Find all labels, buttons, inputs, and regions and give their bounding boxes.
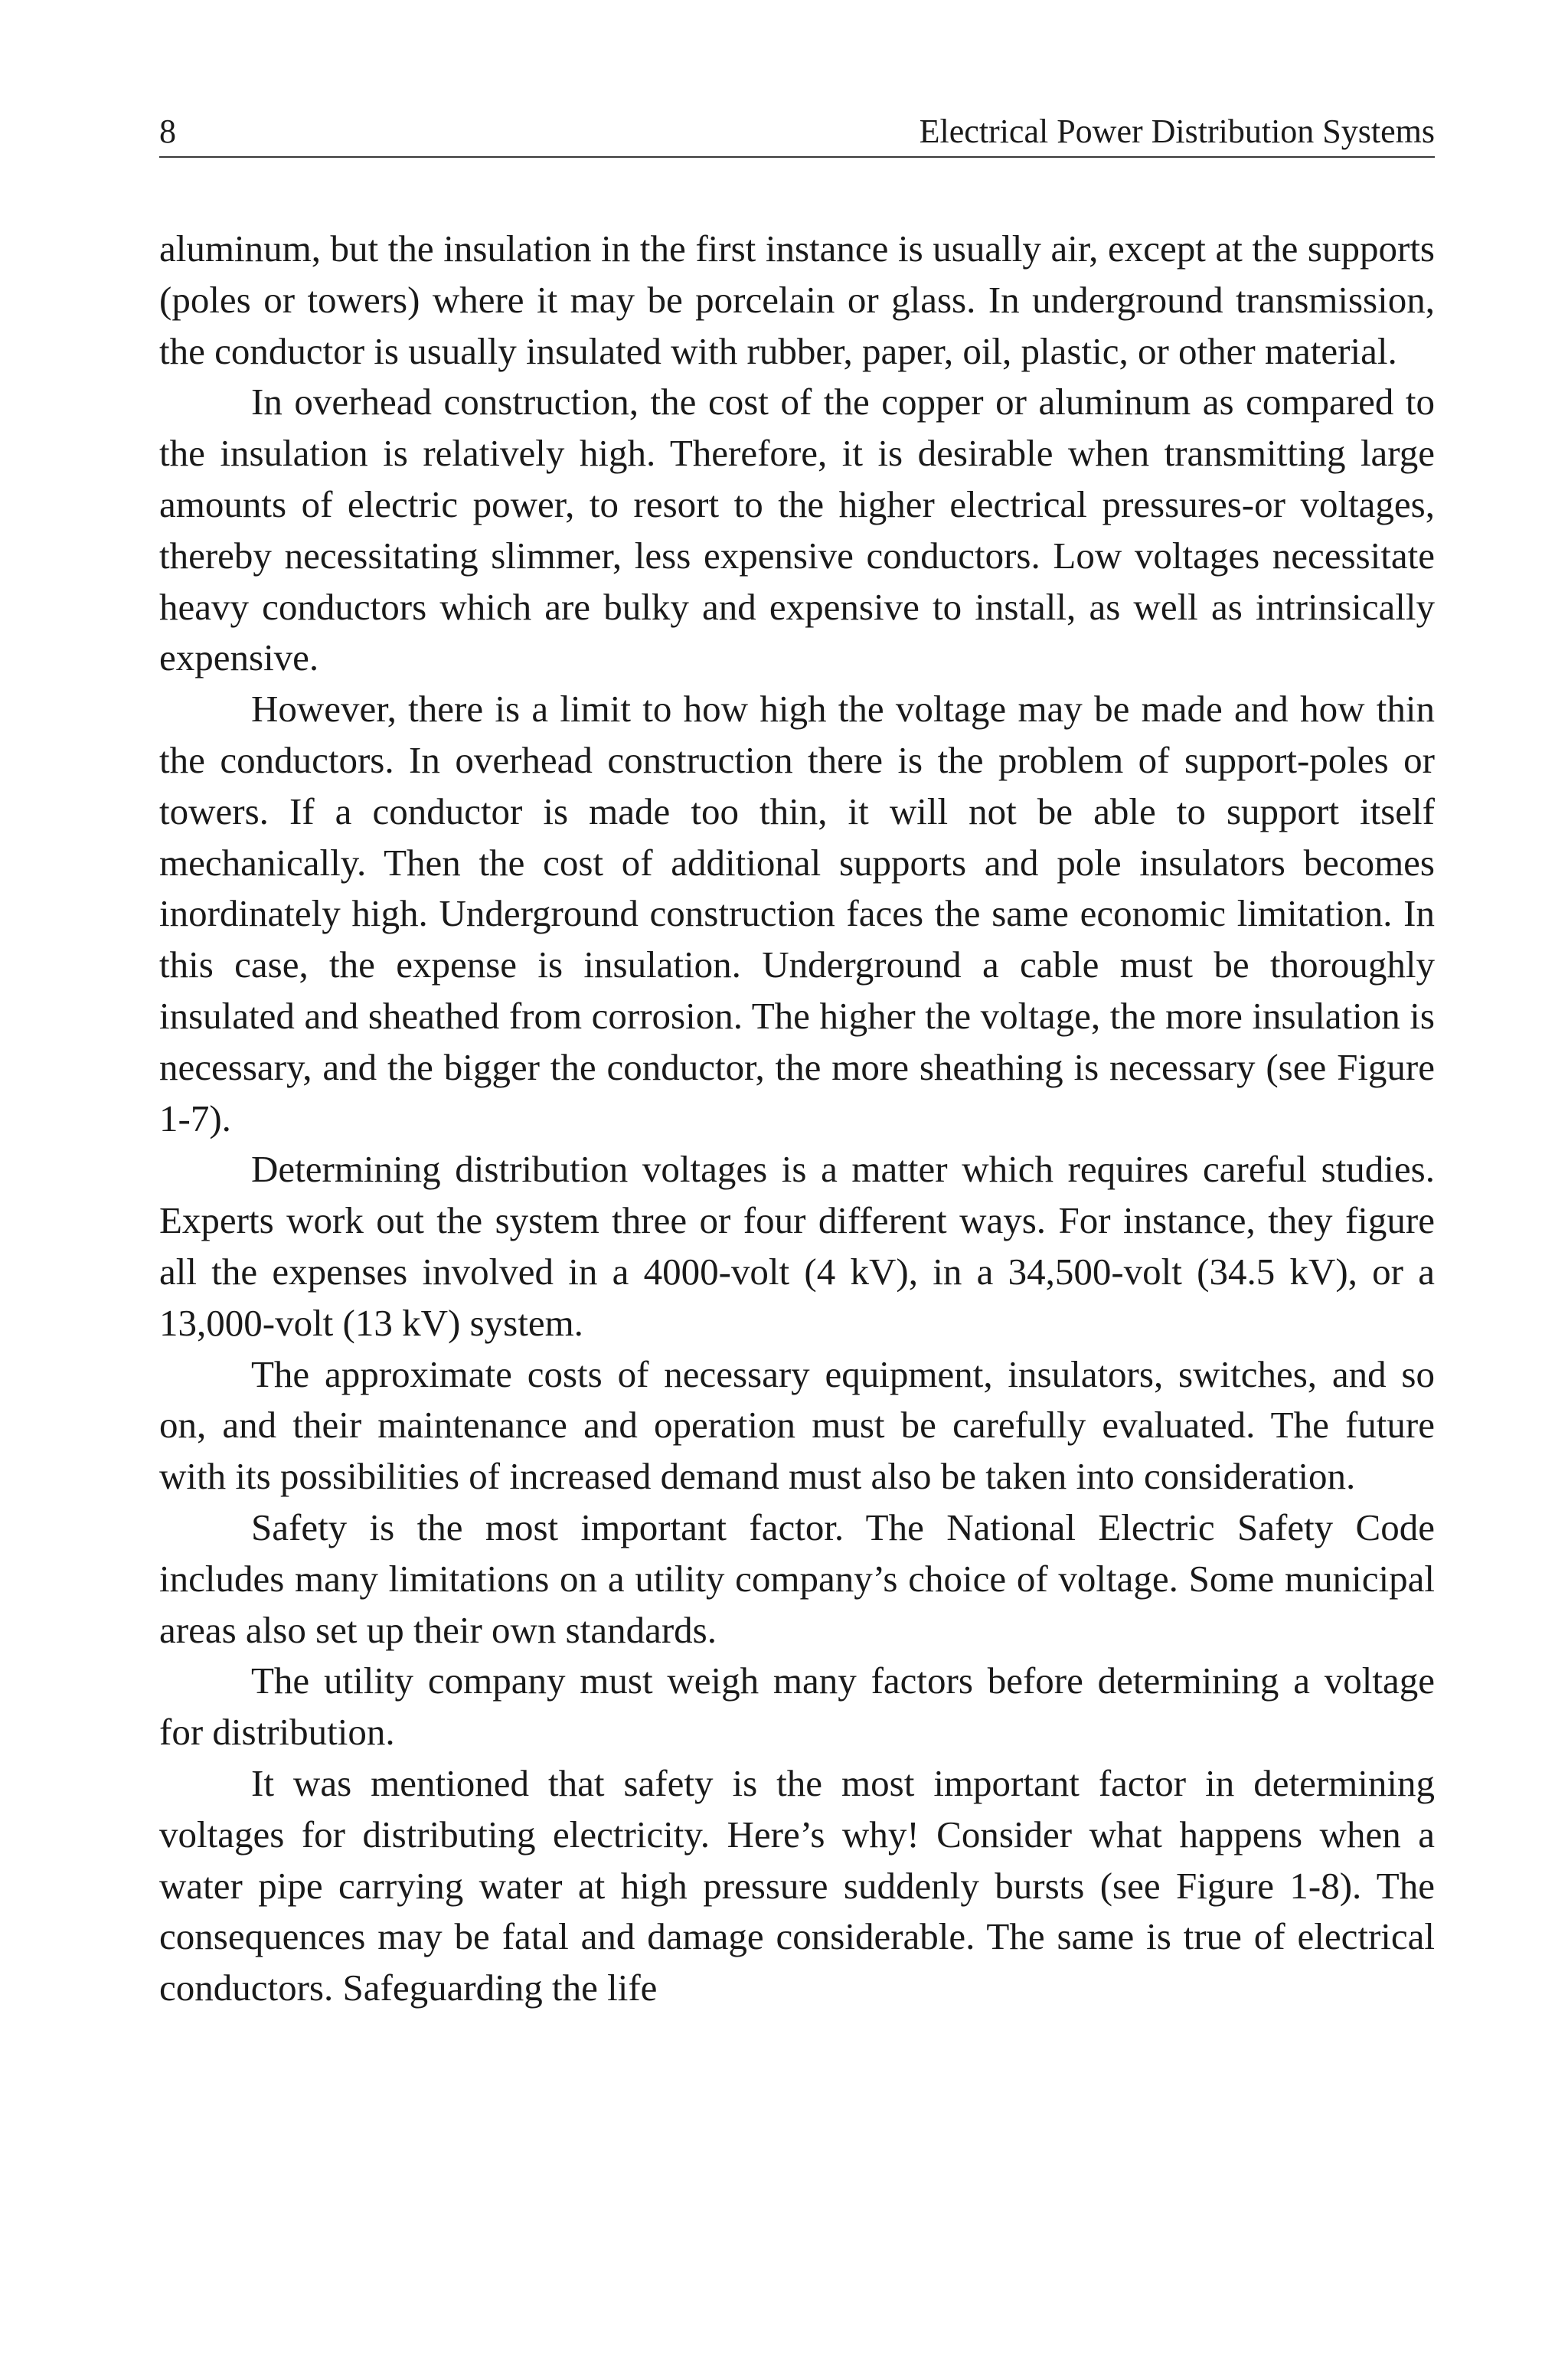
paragraph: The utility company must weigh many factors before determining a voltage for distribution. [159, 1659, 1435, 1754]
paragraph: However, there is a limit to how high the voltage may be made and how thin the conductors. In overhead construction there is the problem of support-poles or towers. If a conductor is made too thin, it will not be able to support itself mechanically. Then the cost of additional supports and pole insulators becomes inordinately high. Underground construction faces the same economic limitation. In this case, the expense is insulation. Underground a cable must be thoroughly insulated and sheathed from corrosion. The higher the voltage, the more insulation is necessary, and the bigger the conductor, the more sheathing is necessary (see Figure 1-7). [159, 688, 1435, 1139]
paragraph-continued: aluminum, but the insulation in the first instance is usually air, except at the supports (poles or towers) where it may be porcelain or glass. In underground transmission, the conductor is usually insulated with rubber, paper, oil, plastic, or other material. [159, 227, 1435, 372]
paragraph: Determining distribution voltages is a matter which requires careful studies. Experts work out the system three or four different ways. For instance, they figure all the expenses involved in a 4000-volt (4 kV), in a 34,500-volt (34.5 kV), or a 13,000-volt (13 kV) system. [159, 1148, 1435, 1344]
running-head-title: Electrical Power Distribution Systems [919, 113, 1435, 150]
running-head [159, 107, 1435, 158]
paragraph: The approximate costs of necessary equipment, insulators, switches, and so on, and their maintenance and operation must be carefully evaluated. The future with its possibilities of increased demand must also be taken into consideration. [159, 1352, 1435, 1498]
paragraph: In overhead construction, the cost of the copper or aluminum as compared to the insulation is relatively high. Therefore, it is desirable when transmitting large amounts of electric power, to resort to the higher electrical pressures-or voltages, thereby necessitating slimmer, less expensive conductors. Low voltages necessitate heavy conductors which are bulky and expensive to install, as well as intrinsically expensive. [159, 381, 1435, 679]
body-text [159, 224, 1435, 2014]
paragraph: Safety is the most important factor. The National Electric Safety Code includes many limitations on a utility company’s choice of voltage. Some municipal areas also set up their own standards. [159, 1506, 1435, 1651]
paragraph-continues: It was mentioned that safety is the most important factor in determining voltages for distributing electricity. Here’s why! Consider what happens when a water pipe carrying water at high pressure suddenly bursts (see Figure 1-8). The consequences may be fatal and damage considerable. The same is true of electrical conductors. Safeguarding the life [159, 1761, 1435, 2009]
page-number: 8 [159, 113, 176, 150]
